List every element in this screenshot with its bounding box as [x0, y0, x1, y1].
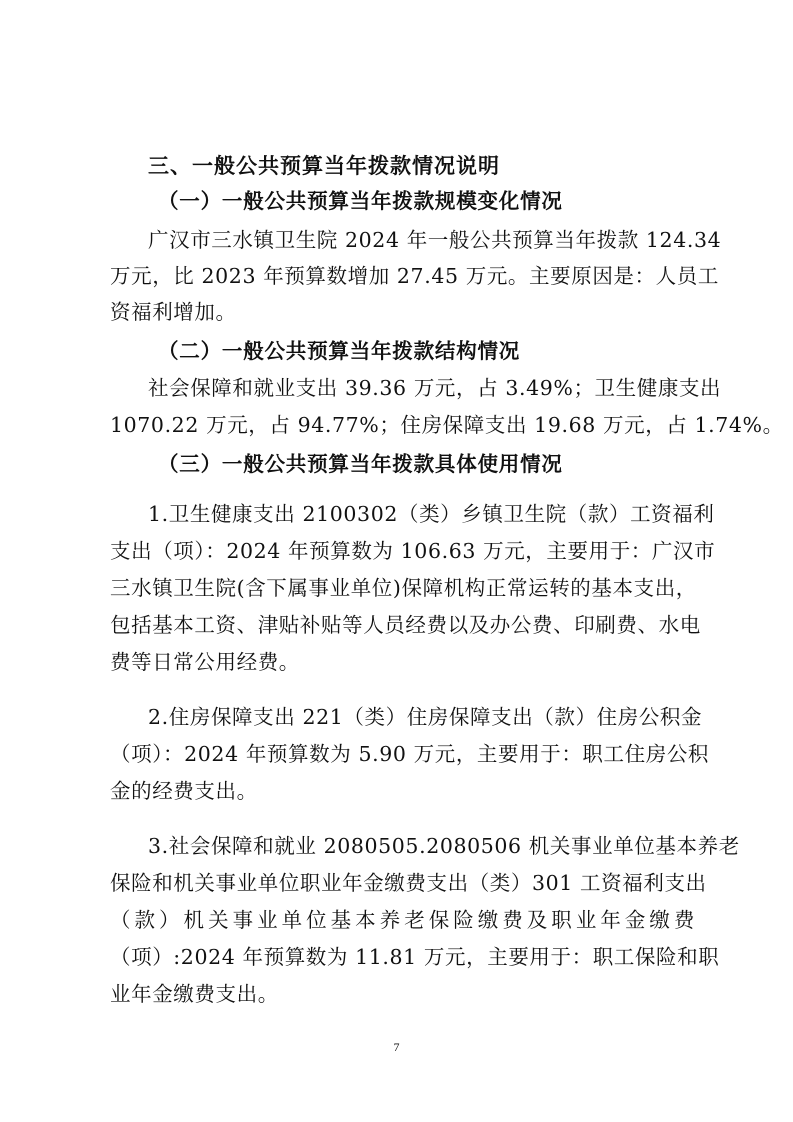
part1-line-3: 资福利增加。: [110, 300, 237, 324]
item1-line-3: 三水镇卫生院(含下属事业单位)保障机构正常运转的基本支出，: [110, 576, 697, 600]
part2-line-1: 社会保障和就业支出 39.36 万元，占 3.49%；卫生健康支出: [148, 376, 722, 400]
part1-heading: （一）一般公共预算当年拨款规模变化情况: [158, 189, 563, 213]
item1-line-4: 包括基本工资、津贴补贴等人员经费以及办公费、印刷费、水电: [110, 613, 701, 637]
item2-line-3: 金的经费支出。: [110, 779, 258, 803]
item2-line-1: 2.住房保障支出 221（类）住房保障支出（款）住房公积金: [148, 705, 703, 729]
part1-line-2: 万元，比 2023 年预算数增加 27.45 万元。主要原因是：人员工: [110, 264, 719, 288]
item3-line-1: 3.社会保障和就业 2080505.2080506 机关事业单位基本养老: [148, 834, 740, 858]
item2-line-2: （项）：2024 年预算数为 5.90 万元，主要用于：职工住房公积: [110, 742, 710, 766]
item3-line-4: （项）:2024 年预算数为 11.81 万元，主要用于：职工保险和职: [110, 945, 720, 969]
item1-line-2: 支出（项）：2024 年预算数为 106.63 万元，主要用于：广汉市: [110, 539, 716, 563]
part1-line-1: 广汉市三水镇卫生院 2024 年一般公共预算当年拨款 124.34: [148, 228, 722, 252]
item3-line-2: 保险和机关事业单位职业年金缴费支出（类）301 工资福利支出: [110, 871, 707, 895]
item1-line-5: 费等日常公用经费。: [110, 650, 300, 674]
item3-line-3: （款）机关事业单位基本养老保险缴费及职业年金缴费: [110, 908, 695, 932]
part3-heading: （三）一般公共预算当年拨款具体使用情况: [158, 452, 563, 476]
part2-line-2: 1070.22 万元，占 94.77%；住房保障支出 19.68 万元，占 1.74%。: [110, 413, 784, 437]
item3-line-5: 业年金缴费支出。: [110, 982, 279, 1006]
part2-heading: （二）一般公共预算当年拨款结构情况: [158, 339, 521, 363]
page-number: 7: [393, 1040, 400, 1054]
item1-line-1: 1.卫生健康支出 2100302（类）乡镇卫生院（款）工资福利: [148, 502, 715, 526]
section-title: 三、一般公共预算当年拨款情况说明: [148, 153, 500, 178]
